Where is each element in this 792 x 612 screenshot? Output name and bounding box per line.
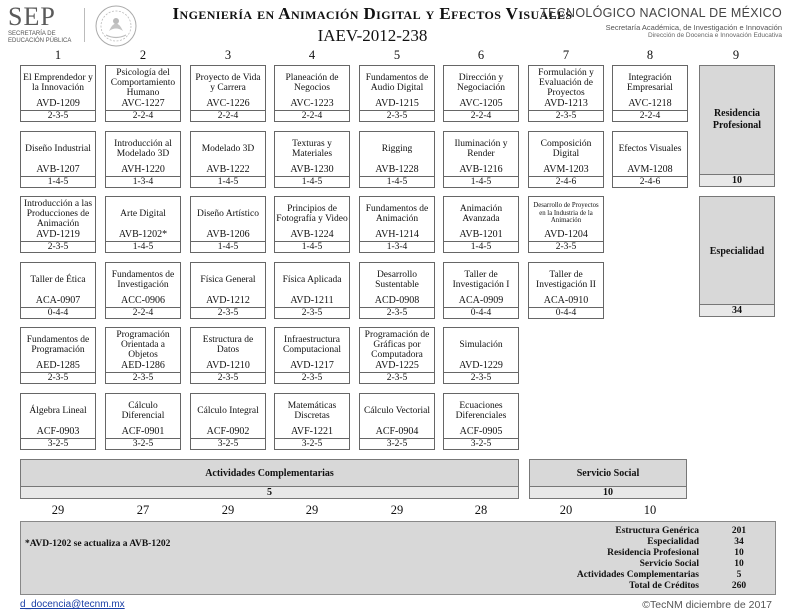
subject-credits: 2-4-6 [555, 177, 577, 187]
subject-credits: 2-2-4 [301, 111, 323, 121]
subject-name: Fundamentos de Animación [365, 203, 429, 224]
subject-name: Composición Digital [540, 138, 592, 159]
subject-key: ACC-0906 [121, 295, 165, 306]
subject-credits: 2-3-5 [555, 242, 577, 252]
subject-key: AVB-1224 [290, 229, 334, 240]
subject-credits: 3-2-5 [217, 439, 239, 449]
semester-total: 10 [643, 503, 657, 517]
subject-credits: 1-4-5 [132, 242, 154, 252]
subject-name: Introducción al Modelado 3D [114, 138, 172, 159]
actividades-complementarias-credits: 5 [21, 486, 518, 498]
subject-card [528, 196, 604, 253]
subject-credits: 2-3-5 [47, 242, 69, 252]
subject-card [359, 131, 435, 188]
subject-card [274, 262, 350, 319]
summary-row [501, 570, 777, 580]
subject-name: Integración Empresarial [627, 72, 673, 93]
subject-key: AVF-1221 [290, 426, 334, 437]
subject-credits: 2-2-4 [639, 111, 661, 121]
subject-name: Formulación y Evaluación de Proyectos [538, 67, 594, 98]
subject-key: AVC-1205 [459, 98, 503, 109]
update-note: *AVD-1202 se actualiza a AVB-1202 [25, 539, 171, 549]
subject-name: Taller de Investigación I [452, 269, 510, 290]
subject-name: Cálculo Diferencial [121, 400, 165, 421]
subject-card [190, 262, 266, 319]
semester-total: 29 [390, 503, 404, 517]
subject-credits: 2-3-5 [301, 308, 323, 318]
semester-total: 27 [136, 503, 150, 517]
subject-credits: 2-2-4 [132, 308, 154, 318]
subject-name: Proyecto de Vida y Carrera [195, 72, 261, 93]
subject-key: AVM-1208 [627, 164, 673, 175]
subject-card [190, 196, 266, 253]
subject-card [443, 327, 519, 384]
subject-credits: 1-4-5 [217, 177, 239, 187]
servicio-social-label: Servicio Social [576, 468, 640, 479]
summary-row-label: Residencia Profesional [607, 548, 699, 558]
subject-credits: 3-2-5 [47, 439, 69, 449]
subject-credits: 0-4-4 [470, 308, 492, 318]
subject-card [528, 65, 604, 122]
subject-key: AVD-1210 [206, 360, 250, 371]
summary-row [501, 526, 777, 536]
subject-credits: 1-4-5 [301, 177, 323, 187]
subject-name: Desarrollo de Proyectos en la Industria de la Animación [533, 202, 599, 225]
especialidad-credits: 34 [700, 304, 774, 316]
subject-name: Fundamentos de Programación [26, 334, 90, 355]
servicio-social-block [529, 459, 687, 499]
summary-row-label: Servicio Social [639, 559, 699, 569]
semester-number: 7 [562, 48, 570, 62]
subject-name: Modelado 3D [201, 143, 255, 154]
subject-name: Física General [200, 274, 256, 285]
subject-card [20, 131, 96, 188]
tecnm-subtitle-2: Dirección de Docencia e Innovación Educativa [647, 32, 782, 39]
summary-row-value: 10 [734, 548, 744, 558]
subject-name: Iluminación y Render [454, 138, 508, 159]
especialidad-label: Especialidad [709, 246, 765, 257]
subject-card [190, 327, 266, 384]
subject-name: Rigging [381, 143, 413, 154]
subject-card [105, 196, 181, 253]
subject-card [105, 65, 181, 122]
subject-credits: 2-2-4 [470, 111, 492, 121]
subject-key: AVD-1212 [206, 295, 250, 306]
subject-card [443, 65, 519, 122]
subject-credits: 3-2-5 [470, 439, 492, 449]
subject-credits: 2-2-4 [132, 111, 154, 121]
subject-name: Taller de Investigación II [536, 269, 596, 290]
subject-key: AVB-1202* [118, 229, 168, 240]
subject-credits: 2-3-5 [217, 373, 239, 383]
semester-total: 20 [559, 503, 573, 517]
logo-divider [84, 8, 85, 42]
subject-credits: 2-3-5 [386, 308, 408, 318]
summary-row-label: Estructura Genérica [615, 526, 699, 536]
subject-credits: 2-3-5 [386, 111, 408, 121]
subject-name: Fundamentos de Audio Digital [365, 72, 429, 93]
subject-credits: 2-3-5 [47, 111, 69, 121]
subject-card [105, 262, 181, 319]
subject-key: AVD-1213 [544, 98, 588, 109]
subject-credits: 0-4-4 [555, 308, 577, 318]
subject-card [274, 327, 350, 384]
summary-row-label: Actividades Complementarias [576, 570, 699, 580]
subject-key: AVB-1201 [459, 229, 503, 240]
subject-credits: 2-3-5 [217, 308, 239, 318]
subject-key: AVD-1209 [36, 98, 80, 109]
semester-number: 6 [477, 48, 485, 62]
subject-key: AVC-1226 [206, 98, 250, 109]
subject-name: Infraestructura Computacional [282, 334, 342, 355]
program-title: Ingeniería en Animación Digital y Efectos Visuales [172, 4, 573, 23]
subject-key: AVH-1214 [375, 229, 419, 240]
subject-card [20, 196, 96, 253]
subject-key: ACF-0902 [206, 426, 250, 437]
semester-number: 9 [732, 48, 740, 62]
actividades-complementarias-label: Actividades Complementarias [205, 468, 334, 479]
subject-card [105, 327, 181, 384]
tecnm-name: TECNOLÓGICO NACIONAL DE MÉXICO [540, 6, 782, 20]
semester-total: 28 [474, 503, 488, 517]
subject-name: Planeación de Negocios [285, 72, 339, 93]
subject-credits: 1-4-5 [470, 177, 492, 187]
residencia-profesional-block [699, 65, 775, 187]
subject-card [20, 327, 96, 384]
subject-key: ACF-0903 [36, 426, 80, 437]
subject-credits: 3-2-5 [386, 439, 408, 449]
subject-credits: 3-2-5 [132, 439, 154, 449]
subject-name: Cálculo Vectorial [363, 405, 431, 416]
subject-key: AVB-1228 [375, 164, 419, 175]
subject-key: AVD-1219 [36, 229, 80, 240]
subject-name: Introducción a las Producciones de Animación [23, 198, 93, 229]
subject-name: Texturas y Materiales [291, 138, 333, 159]
subject-name: Estructura de Datos [202, 334, 254, 355]
subject-card [443, 393, 519, 450]
subject-key: AED-1285 [36, 360, 80, 371]
semester-number: 3 [224, 48, 232, 62]
especialidad-block [699, 196, 775, 317]
subject-credits: 2-4-6 [639, 177, 661, 187]
subject-credits: 1-3-4 [386, 242, 408, 252]
subject-key: AVB-1207 [36, 164, 80, 175]
subject-key: AVD-1217 [290, 360, 334, 371]
subject-credits: 1-4-5 [47, 177, 69, 187]
mexico-seal-icon [94, 4, 138, 48]
subject-card [443, 196, 519, 253]
subject-name: Arte Digital [120, 208, 166, 219]
subject-card [190, 65, 266, 122]
tecnm-subtitle-1: Secretaría Académica, de Investigación e Innovación [605, 23, 782, 32]
subject-card [443, 262, 519, 319]
summary-row-value: 260 [731, 581, 747, 591]
subject-card [359, 262, 435, 319]
subject-credits: 2-3-5 [301, 373, 323, 383]
subject-key: ACA-0909 [458, 295, 504, 306]
subject-key: AVD-1229 [459, 360, 503, 371]
subject-name: Taller de Ética [30, 274, 86, 285]
subject-name: Simulación [459, 339, 503, 350]
subject-card [105, 131, 181, 188]
sep-logo-subtitle: SECRETARÍA DE EDUCACIÓN PÚBLICA [8, 31, 72, 44]
subject-card [443, 131, 519, 188]
semester-total: 29 [221, 503, 235, 517]
subject-card [528, 131, 604, 188]
semester-number: 2 [139, 48, 147, 62]
subject-name: Programación Orientada a Objetos [116, 329, 170, 360]
subject-name: Efectos Visuales [618, 143, 682, 154]
subject-name: Ecuaciones Diferenciales [455, 400, 507, 421]
subject-card [359, 65, 435, 122]
subject-card [359, 327, 435, 384]
semester-total: 29 [51, 503, 65, 517]
subject-key: AVD-1215 [375, 98, 419, 109]
subject-key: AED-1286 [121, 360, 165, 371]
subject-name: Diseño Industrial [25, 143, 91, 154]
subject-key: AVC-1227 [121, 98, 165, 109]
subject-name: Dirección y Negociación [456, 72, 505, 93]
subject-name: Desarrollo Sustentable [375, 269, 419, 290]
summary-row [501, 537, 777, 547]
subject-name: Fundamentos de Investigación [111, 269, 175, 290]
subject-credits: 2-3-5 [132, 373, 154, 383]
subject-key: AVD-1225 [375, 360, 419, 371]
subject-credits: 1-4-5 [470, 242, 492, 252]
summary-row [501, 559, 777, 569]
subject-key: AVD-1204 [544, 229, 588, 240]
subject-name: Física Aplicada [282, 274, 342, 285]
subject-key: AVC-1223 [290, 98, 334, 109]
subject-name: Cálculo Integral [197, 405, 259, 416]
subject-card [190, 393, 266, 450]
subject-key: ACF-0905 [459, 426, 503, 437]
summary-row-label: Total de Créditos [629, 581, 699, 591]
subject-key: ACD-0908 [374, 295, 420, 306]
subject-key: AVC-1218 [628, 98, 672, 109]
copyright: ©TecNM diciembre de 2017 [642, 599, 772, 611]
subject-name: Psicología del Comportamiento Humano [110, 67, 176, 98]
subject-card [528, 262, 604, 319]
subject-card [274, 65, 350, 122]
semester-number: 4 [308, 48, 316, 62]
subject-key: AVM-1203 [543, 164, 589, 175]
subject-credits: 0-4-4 [47, 308, 69, 318]
subject-card [190, 131, 266, 188]
subject-key: ACA-0907 [35, 295, 81, 306]
summary-row-value: 201 [731, 526, 747, 536]
servicio-social-credits: 10 [530, 486, 686, 498]
semester-total: 29 [305, 503, 319, 517]
subject-key: AVD-1211 [290, 295, 334, 306]
subject-credits: 1-4-5 [386, 177, 408, 187]
subject-credits: 2-3-5 [47, 373, 69, 383]
subject-card [105, 393, 181, 450]
contact-email-link[interactable]: d_docencia@tecnm.mx [20, 599, 125, 610]
residencia-profesional-credits: 10 [700, 174, 774, 186]
program-plan-code: IAEV-2012-238 [317, 26, 428, 45]
subject-name: Animación Avanzada [459, 203, 503, 224]
summary-row [501, 548, 777, 558]
subject-key: ACF-0901 [121, 426, 165, 437]
sep-logo-text: SEP [8, 2, 56, 31]
subject-key: ACA-0910 [543, 295, 589, 306]
subject-key: AVB-1230 [290, 164, 334, 175]
subject-card [274, 196, 350, 253]
subject-credits: 2-2-4 [217, 111, 239, 121]
subject-card [274, 131, 350, 188]
subject-card [359, 196, 435, 253]
summary-row-value: 10 [734, 559, 744, 569]
subject-card [20, 65, 96, 122]
subject-key: AVB-1216 [459, 164, 503, 175]
subject-credits: 2-3-5 [555, 111, 577, 121]
subject-name: El Emprendedor y la Innovación [23, 72, 93, 93]
subject-card [612, 131, 688, 188]
semester-number: 1 [54, 48, 62, 62]
summary-row-label: Especialidad [647, 537, 699, 547]
subject-card [20, 393, 96, 450]
subject-name: Principios de Fotografía y Video [276, 203, 348, 224]
subject-credits: 1-4-5 [217, 242, 239, 252]
actividades-complementarias-block [20, 459, 519, 499]
subject-name: Álgebra Lineal [29, 405, 87, 416]
subject-name: Matemáticas Discretas [287, 400, 337, 421]
semester-number: 5 [393, 48, 401, 62]
subject-credits: 2-3-5 [386, 373, 408, 383]
subject-name: Programación de Gráficas por Computadora [364, 329, 430, 360]
subject-card [359, 393, 435, 450]
credits-summary [20, 521, 776, 595]
residencia-profesional-label: Residencia Profesional [712, 108, 762, 131]
subject-credits: 1-4-5 [301, 242, 323, 252]
subject-name: Diseño Artístico [196, 208, 259, 219]
subject-card [20, 262, 96, 319]
subject-card [274, 393, 350, 450]
summary-row-value: 34 [734, 537, 744, 547]
semester-number: 8 [646, 48, 654, 62]
summary-row-value: 5 [736, 570, 742, 580]
subject-key: ACF-0904 [375, 426, 419, 437]
subject-key: AVH-1220 [121, 164, 165, 175]
summary-row [501, 581, 777, 591]
subject-key: AVB-1206 [206, 229, 250, 240]
subject-credits: 2-3-5 [470, 373, 492, 383]
subject-key: AVB-1222 [206, 164, 250, 175]
subject-card [612, 65, 688, 122]
subject-credits: 3-2-5 [301, 439, 323, 449]
subject-credits: 1-3-4 [132, 177, 154, 187]
